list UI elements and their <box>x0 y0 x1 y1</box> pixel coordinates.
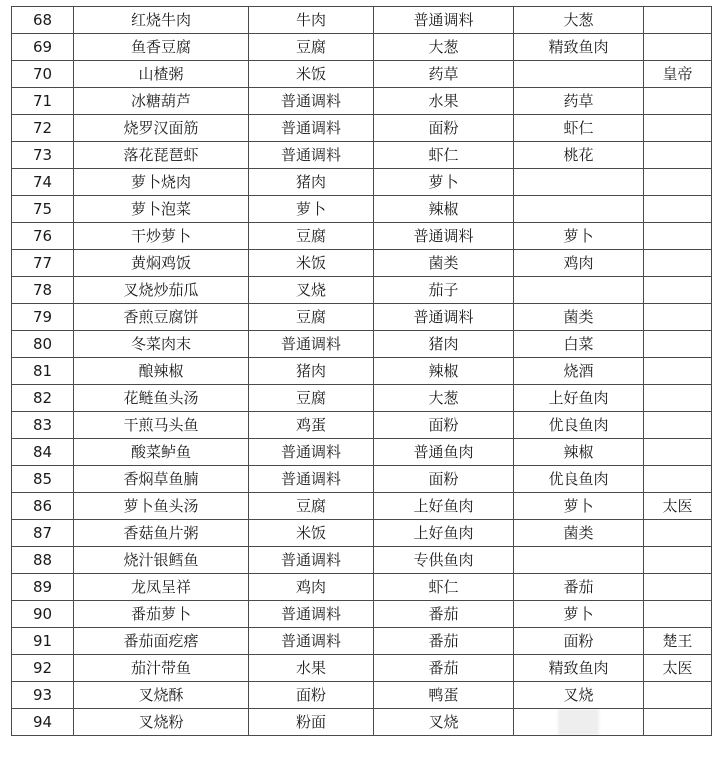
table-row <box>12 439 712 466</box>
table-row <box>12 331 712 358</box>
unlock-character-cell <box>644 682 712 709</box>
ingredient-3-cell: 药草 <box>514 88 644 115</box>
ingredient-2-cell: 虾仁 <box>374 574 514 601</box>
recipe-number-cell: 82 <box>12 385 74 412</box>
recipe-number-cell: 72 <box>12 115 74 142</box>
table-row <box>12 520 712 547</box>
ingredient-1-cell: 豆腐 <box>249 385 374 412</box>
ingredient-3-cell: 大葱 <box>514 7 644 34</box>
recipe-number-cell: 88 <box>12 547 74 574</box>
ingredient-1-cell: 米饭 <box>249 61 374 88</box>
dish-name-cell: 萝卜鱼头汤 <box>74 493 249 520</box>
table-row <box>12 412 712 439</box>
ingredient-3-cell: 桃花 <box>514 142 644 169</box>
table-row <box>12 115 712 142</box>
recipe-number-cell: 93 <box>12 682 74 709</box>
dish-name-cell: 烧罗汉面筋 <box>74 115 249 142</box>
ingredient-3-cell: 面粉 <box>514 628 644 655</box>
ingredient-1-cell: 猪肉 <box>249 358 374 385</box>
unlock-character-cell <box>644 466 712 493</box>
ingredient-3-cell: 烧酒 <box>514 358 644 385</box>
dish-name-cell: 黄焖鸡饭 <box>74 250 249 277</box>
recipe-number-cell: 78 <box>12 277 74 304</box>
recipe-number-cell: 84 <box>12 439 74 466</box>
ingredient-2-cell: 大葱 <box>374 34 514 61</box>
recipe-number-cell: 86 <box>12 493 74 520</box>
table-row <box>12 223 712 250</box>
ingredient-2-cell: 普通鱼肉 <box>374 439 514 466</box>
unlock-character-cell <box>644 709 712 736</box>
ingredient-1-cell: 普通调料 <box>249 601 374 628</box>
ingredient-1-cell: 豆腐 <box>249 223 374 250</box>
ingredient-2-cell: 猪肉 <box>374 331 514 358</box>
recipe-number-cell: 68 <box>12 7 74 34</box>
table-row <box>12 682 712 709</box>
recipe-number-cell: 70 <box>12 61 74 88</box>
table-row <box>12 628 712 655</box>
recipe-number-cell: 92 <box>12 655 74 682</box>
recipe-number-cell: 76 <box>12 223 74 250</box>
ingredient-2-cell: 大葱 <box>374 385 514 412</box>
dish-name-cell: 干炒萝卜 <box>74 223 249 250</box>
ingredient-2-cell: 番茄 <box>374 628 514 655</box>
ingredient-2-cell: 面粉 <box>374 466 514 493</box>
table-row <box>12 196 712 223</box>
ingredient-3-cell: 萝卜 <box>514 223 644 250</box>
ingredient-2-cell: 番茄 <box>374 655 514 682</box>
dish-name-cell: 叉烧酥 <box>74 682 249 709</box>
unlock-character-cell: 楚王 <box>644 628 712 655</box>
ingredient-3-cell: 优良鱼肉 <box>514 412 644 439</box>
ingredient-2-cell: 叉烧 <box>374 709 514 736</box>
recipe-number-cell: 69 <box>12 34 74 61</box>
dish-name-cell: 香菇鱼片粥 <box>74 520 249 547</box>
recipe-table <box>11 6 712 736</box>
ingredient-3-cell <box>514 709 644 736</box>
ingredient-1-cell: 米饭 <box>249 250 374 277</box>
ingredient-1-cell: 面粉 <box>249 682 374 709</box>
ingredient-2-cell: 药草 <box>374 61 514 88</box>
ingredient-3-cell: 萝卜 <box>514 601 644 628</box>
ingredient-1-cell: 普通调料 <box>249 547 374 574</box>
ingredient-1-cell: 普通调料 <box>249 115 374 142</box>
dish-name-cell: 香焖草鱼腩 <box>74 466 249 493</box>
ingredient-3-cell: 精致鱼肉 <box>514 655 644 682</box>
dish-name-cell: 落花琵琶虾 <box>74 142 249 169</box>
dish-name-cell: 酸菜鲈鱼 <box>74 439 249 466</box>
unlock-character-cell <box>644 331 712 358</box>
unlock-character-cell <box>644 223 712 250</box>
recipe-number-cell: 75 <box>12 196 74 223</box>
unlock-character-cell <box>644 250 712 277</box>
unlock-character-cell <box>644 520 712 547</box>
unlock-character-cell <box>644 547 712 574</box>
recipe-number-cell: 87 <box>12 520 74 547</box>
recipe-table-body <box>12 7 712 736</box>
ingredient-1-cell: 普通调料 <box>249 142 374 169</box>
ingredient-2-cell: 茄子 <box>374 277 514 304</box>
recipe-number-cell: 83 <box>12 412 74 439</box>
ingredient-1-cell: 叉烧 <box>249 277 374 304</box>
unlock-character-cell <box>644 88 712 115</box>
ingredient-1-cell: 豆腐 <box>249 493 374 520</box>
ingredient-3-cell: 白菜 <box>514 331 644 358</box>
dish-name-cell: 鱼香豆腐 <box>74 34 249 61</box>
ingredient-2-cell: 普通调料 <box>374 223 514 250</box>
unlock-character-cell: 皇帝 <box>644 61 712 88</box>
dish-name-cell: 酿辣椒 <box>74 358 249 385</box>
table-row <box>12 250 712 277</box>
ingredient-3-cell: 辣椒 <box>514 439 644 466</box>
ingredient-2-cell: 虾仁 <box>374 142 514 169</box>
recipe-number-cell: 81 <box>12 358 74 385</box>
table-row <box>12 547 712 574</box>
dish-name-cell: 山楂粥 <box>74 61 249 88</box>
unlock-character-cell <box>644 385 712 412</box>
ingredient-2-cell: 上好鱼肉 <box>374 520 514 547</box>
table-row <box>12 7 712 34</box>
recipe-number-cell: 85 <box>12 466 74 493</box>
recipe-number-cell: 73 <box>12 142 74 169</box>
unlock-character-cell <box>644 7 712 34</box>
ingredient-1-cell: 普通调料 <box>249 466 374 493</box>
ingredient-2-cell: 面粉 <box>374 412 514 439</box>
ingredient-1-cell: 鸡肉 <box>249 574 374 601</box>
ingredient-2-cell: 萝卜 <box>374 169 514 196</box>
recipe-number-cell: 94 <box>12 709 74 736</box>
smudged-text <box>558 709 599 735</box>
dish-name-cell: 茄汁带鱼 <box>74 655 249 682</box>
ingredient-2-cell: 上好鱼肉 <box>374 493 514 520</box>
unlock-character-cell <box>644 601 712 628</box>
ingredient-2-cell: 专供鱼肉 <box>374 547 514 574</box>
dish-name-cell: 干煎马头鱼 <box>74 412 249 439</box>
table-row <box>12 34 712 61</box>
ingredient-3-cell <box>514 547 644 574</box>
ingredient-3-cell: 菌类 <box>514 520 644 547</box>
ingredient-1-cell: 鸡蛋 <box>249 412 374 439</box>
ingredient-2-cell: 面粉 <box>374 115 514 142</box>
recipe-number-cell: 91 <box>12 628 74 655</box>
ingredient-1-cell: 牛肉 <box>249 7 374 34</box>
recipe-table-sheet <box>11 6 711 736</box>
ingredient-3-cell: 菌类 <box>514 304 644 331</box>
ingredient-1-cell: 普通调料 <box>249 628 374 655</box>
dish-name-cell: 番茄面疙瘩 <box>74 628 249 655</box>
recipe-number-cell: 71 <box>12 88 74 115</box>
dish-name-cell: 萝卜泡菜 <box>74 196 249 223</box>
ingredient-2-cell: 普通调料 <box>374 304 514 331</box>
ingredient-2-cell: 普通调料 <box>374 7 514 34</box>
table-row <box>12 61 712 88</box>
unlock-character-cell <box>644 412 712 439</box>
ingredient-3-cell <box>514 169 644 196</box>
dish-name-cell: 红烧牛肉 <box>74 7 249 34</box>
recipe-number-cell: 77 <box>12 250 74 277</box>
ingredient-3-cell <box>514 196 644 223</box>
unlock-character-cell <box>644 304 712 331</box>
recipe-number-cell: 79 <box>12 304 74 331</box>
dish-name-cell: 叉烧粉 <box>74 709 249 736</box>
unlock-character-cell <box>644 574 712 601</box>
table-row <box>12 358 712 385</box>
ingredient-2-cell: 鸭蛋 <box>374 682 514 709</box>
ingredient-1-cell: 豆腐 <box>249 304 374 331</box>
ingredient-3-cell: 优良鱼肉 <box>514 466 644 493</box>
dish-name-cell: 叉烧炒茄瓜 <box>74 277 249 304</box>
table-row <box>12 466 712 493</box>
ingredient-2-cell: 辣椒 <box>374 358 514 385</box>
table-row <box>12 142 712 169</box>
dish-name-cell: 龙凤呈祥 <box>74 574 249 601</box>
ingredient-3-cell: 上好鱼肉 <box>514 385 644 412</box>
ingredient-2-cell: 番茄 <box>374 601 514 628</box>
dish-name-cell: 香煎豆腐饼 <box>74 304 249 331</box>
unlock-character-cell <box>644 277 712 304</box>
ingredient-2-cell: 辣椒 <box>374 196 514 223</box>
table-row <box>12 655 712 682</box>
unlock-character-cell <box>644 115 712 142</box>
unlock-character-cell <box>644 196 712 223</box>
ingredient-1-cell: 普通调料 <box>249 331 374 358</box>
recipe-number-cell: 80 <box>12 331 74 358</box>
ingredient-3-cell <box>514 61 644 88</box>
table-row <box>12 169 712 196</box>
table-row <box>12 304 712 331</box>
ingredient-1-cell: 米饭 <box>249 520 374 547</box>
dish-name-cell: 花鲢鱼头汤 <box>74 385 249 412</box>
ingredient-1-cell: 水果 <box>249 655 374 682</box>
ingredient-2-cell: 菌类 <box>374 250 514 277</box>
unlock-character-cell: 太医 <box>644 655 712 682</box>
table-row <box>12 277 712 304</box>
recipe-number-cell: 74 <box>12 169 74 196</box>
unlock-character-cell <box>644 142 712 169</box>
dish-name-cell: 烧汁银鳕鱼 <box>74 547 249 574</box>
dish-name-cell: 冰糖葫芦 <box>74 88 249 115</box>
ingredient-1-cell: 豆腐 <box>249 34 374 61</box>
ingredient-3-cell <box>514 277 644 304</box>
dish-name-cell: 番茄萝卜 <box>74 601 249 628</box>
table-row <box>12 601 712 628</box>
unlock-character-cell: 太医 <box>644 493 712 520</box>
table-row <box>12 574 712 601</box>
ingredient-1-cell: 粉面 <box>249 709 374 736</box>
ingredient-3-cell: 叉烧 <box>514 682 644 709</box>
ingredient-1-cell: 普通调料 <box>249 439 374 466</box>
dish-name-cell: 冬菜肉末 <box>74 331 249 358</box>
unlock-character-cell <box>644 34 712 61</box>
ingredient-3-cell: 虾仁 <box>514 115 644 142</box>
table-row <box>12 88 712 115</box>
recipe-number-cell: 89 <box>12 574 74 601</box>
ingredient-1-cell: 萝卜 <box>249 196 374 223</box>
unlock-character-cell <box>644 358 712 385</box>
recipe-number-cell: 90 <box>12 601 74 628</box>
unlock-character-cell <box>644 439 712 466</box>
table-row <box>12 493 712 520</box>
ingredient-1-cell: 猪肉 <box>249 169 374 196</box>
ingredient-3-cell: 鸡肉 <box>514 250 644 277</box>
ingredient-3-cell: 萝卜 <box>514 493 644 520</box>
table-row <box>12 709 712 736</box>
dish-name-cell: 萝卜烧肉 <box>74 169 249 196</box>
ingredient-3-cell: 番茄 <box>514 574 644 601</box>
ingredient-3-cell: 精致鱼肉 <box>514 34 644 61</box>
unlock-character-cell <box>644 169 712 196</box>
ingredient-2-cell: 水果 <box>374 88 514 115</box>
table-row <box>12 385 712 412</box>
ingredient-1-cell: 普通调料 <box>249 88 374 115</box>
